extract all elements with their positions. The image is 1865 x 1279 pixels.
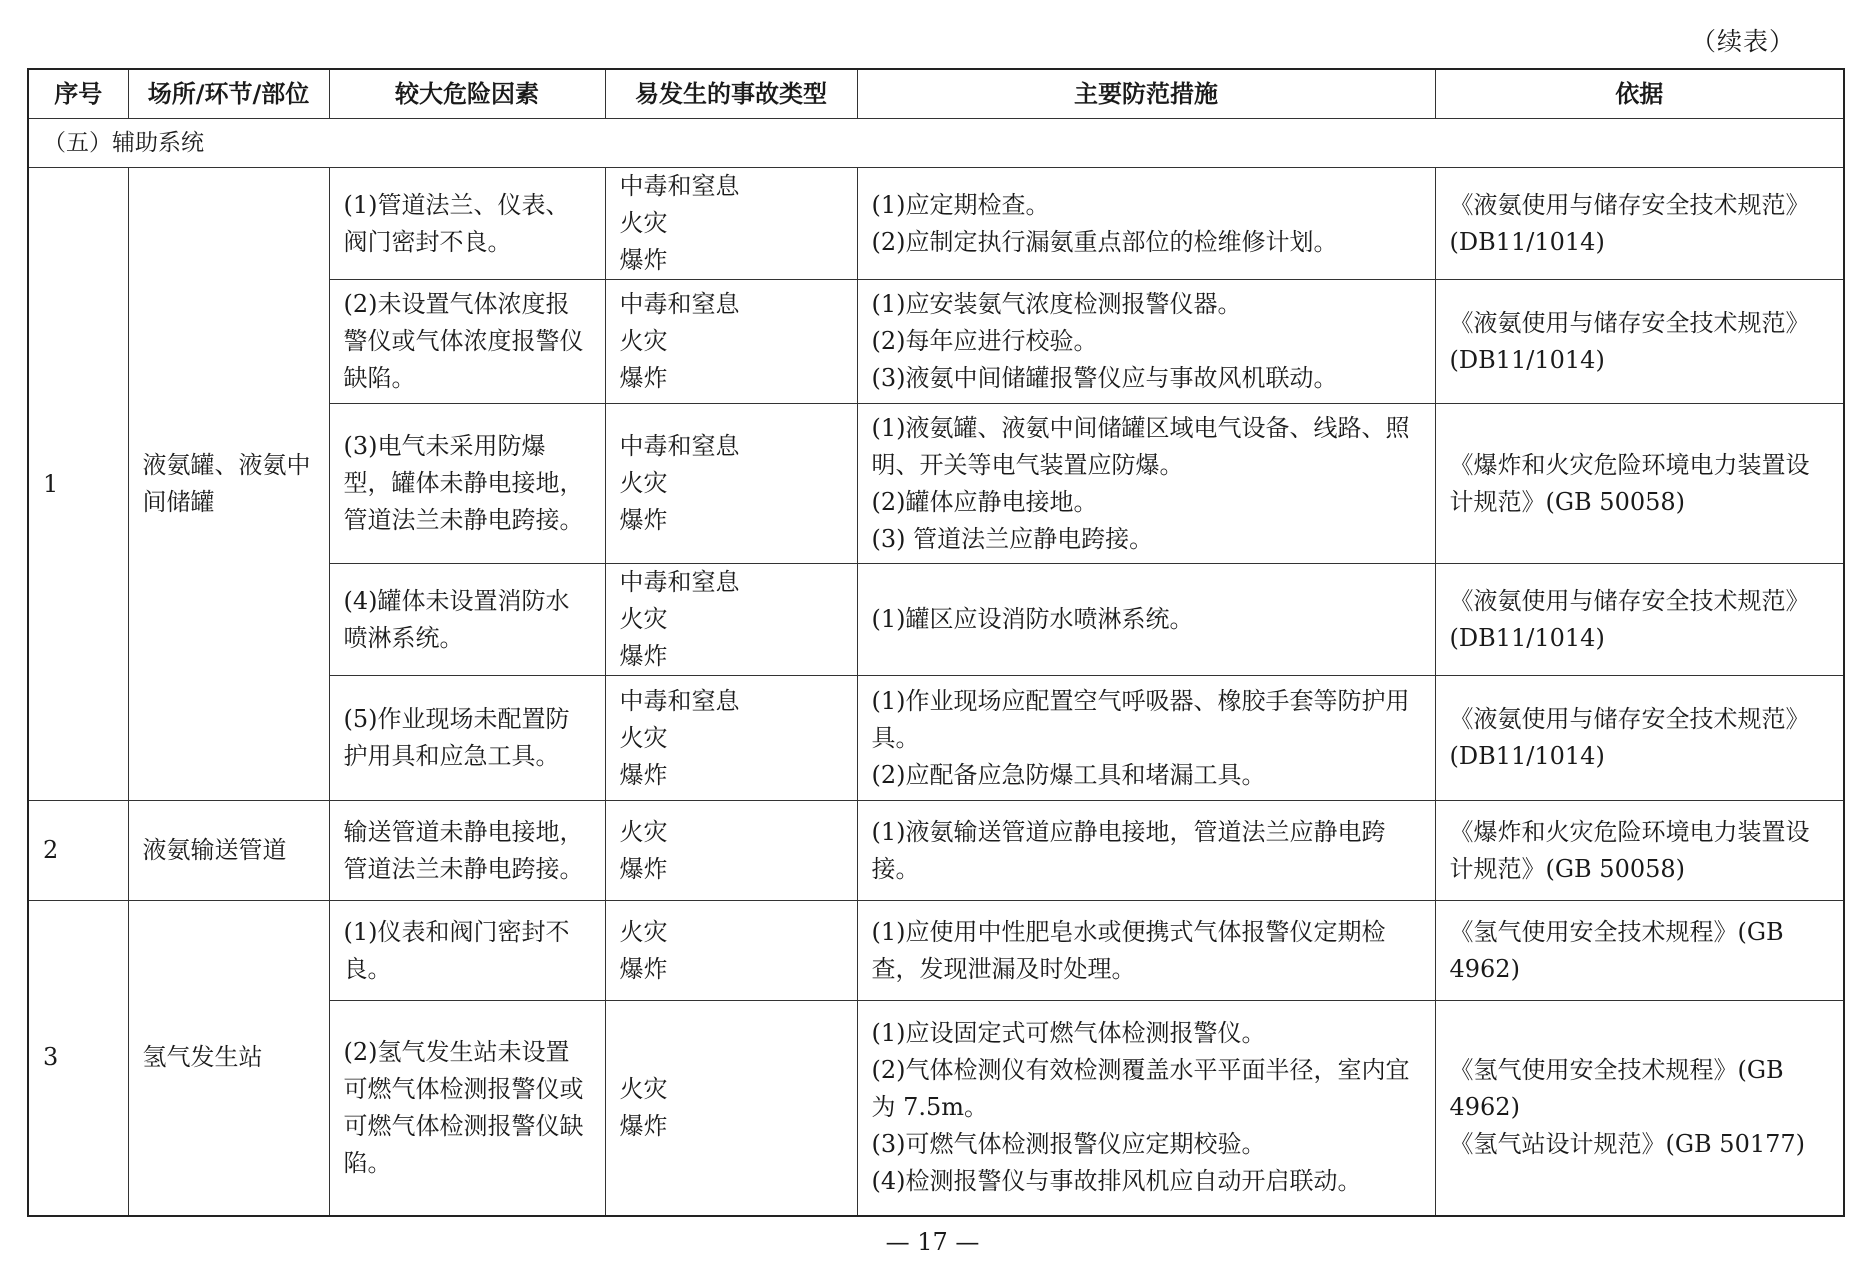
header-basis: 依据: [1435, 69, 1844, 119]
hazard-cell: (4)罐体未设置消防水喷淋系统。: [329, 564, 605, 676]
row-number: 2: [28, 801, 128, 901]
measures-cell: (1)液氨罐、液氨中间储罐区域电气设备、线路、照明、开关等电气装置应防爆。 (2)罐体应静电接地。 (3) 管道法兰应静电跨接。: [857, 404, 1435, 564]
hazard-cell: (2)氢气发生站未设置可燃气体检测报警仪或可燃气体检测报警仪缺陷。: [329, 1001, 605, 1216]
accident-cell: 中毒和窒息 火灾 爆炸: [605, 676, 857, 801]
measures-cell: (1)应安装氨气浓度检测报警仪器。 (2)每年应进行校验。 (3)液氨中间储罐报警仪应与事故风机联动。: [857, 280, 1435, 404]
row-number: 1: [28, 168, 128, 801]
measures-cell: (1)作业现场应配置空气呼吸器、橡胶手套等防护用具。 (2)应配备应急防爆工具和堵漏工具。: [857, 676, 1435, 801]
measures-cell: (1)应使用中性肥皂水或便携式气体报警仪定期检查，发现泄漏及时处理。: [857, 901, 1435, 1001]
basis-cell: 《液氨使用与储存安全技术规范》(DB11/1014): [1435, 676, 1844, 801]
measures-cell: (1)液氨输送管道应静电接地，管道法兰应静电跨接。: [857, 801, 1435, 901]
hazard-cell: (3)电气未采用防爆型，罐体未静电接地，管道法兰未静电跨接。: [329, 404, 605, 564]
header-no: 序号: [28, 69, 128, 119]
table-row: [28, 901, 1844, 1001]
hazard-table: [27, 68, 1845, 1217]
header-location: 场所/环节/部位: [128, 69, 329, 119]
section-row: [28, 119, 1844, 168]
row-location: 液氨罐、液氨中间储罐: [128, 168, 329, 801]
accident-cell: 火灾 爆炸: [605, 801, 857, 901]
row-location: 氢气发生站: [128, 901, 329, 1216]
basis-cell: 《爆炸和火灾危险环境电力装置设计规范》(GB 50058): [1435, 404, 1844, 564]
hazard-cell: (1)管道法兰、仪表、阀门密封不良。: [329, 168, 605, 280]
header-row: [28, 69, 1844, 119]
page-number: — 17 —: [885, 1228, 980, 1256]
basis-cell: 《液氨使用与储存安全技术规范》(DB11/1014): [1435, 280, 1844, 404]
row-location: 液氨输送管道: [128, 801, 329, 901]
measures-cell: (1)罐区应设消防水喷淋系统。: [857, 564, 1435, 676]
hazard-cell: (2)未设置气体浓度报警仪或气体浓度报警仪缺陷。: [329, 280, 605, 404]
header-accident: 易发生的事故类型: [605, 69, 857, 119]
basis-cell: 《氢气使用安全技术规程》(GB 4962) 《氢气站设计规范》(GB 50177): [1435, 1001, 1844, 1216]
basis-cell: 《爆炸和火灾危险环境电力装置设计规范》(GB 50058): [1435, 801, 1844, 901]
section-title: （五）辅助系统: [28, 119, 1844, 168]
measures-cell: (1)应设固定式可燃气体检测报警仪。 (2)气体检测仪有效检测覆盖水平平面半径，室内宜为 7.5m。 (3)可燃气体检测报警仪应定期校验。 (4)检测报警仪与事故排风机应自动开启联动。: [857, 1001, 1435, 1216]
row-number: 3: [28, 901, 128, 1216]
table-row: [28, 801, 1844, 901]
basis-cell: 《液氨使用与储存安全技术规范》(DB11/1014): [1435, 168, 1844, 280]
accident-cell: 火灾 爆炸: [605, 901, 857, 1001]
header-hazard: 较大危险因素: [329, 69, 605, 119]
basis-cell: 《液氨使用与储存安全技术规范》(DB11/1014): [1435, 564, 1844, 676]
accident-cell: 中毒和窒息 火灾 爆炸: [605, 404, 857, 564]
accident-cell: 中毒和窒息 火灾 爆炸: [605, 168, 857, 280]
hazard-cell: (5)作业现场未配置防护用具和应急工具。: [329, 676, 605, 801]
accident-cell: 中毒和窒息 火灾 爆炸: [605, 280, 857, 404]
hazard-cell: 输送管道未静电接地，管道法兰未静电跨接。: [329, 801, 605, 901]
table-row: [28, 168, 1844, 280]
accident-cell: 中毒和窒息 火灾 爆炸: [605, 564, 857, 676]
measures-cell: (1)应定期检查。 (2)应制定执行漏氨重点部位的检维修计划。: [857, 168, 1435, 280]
accident-cell: 火灾 爆炸: [605, 1001, 857, 1216]
hazard-cell: (1)仪表和阀门密封不良。: [329, 901, 605, 1001]
continued-label: （续表）: [1690, 27, 1795, 56]
header-measures: 主要防范措施: [857, 69, 1435, 119]
basis-cell: 《氢气使用安全技术规程》(GB 4962): [1435, 901, 1844, 1001]
